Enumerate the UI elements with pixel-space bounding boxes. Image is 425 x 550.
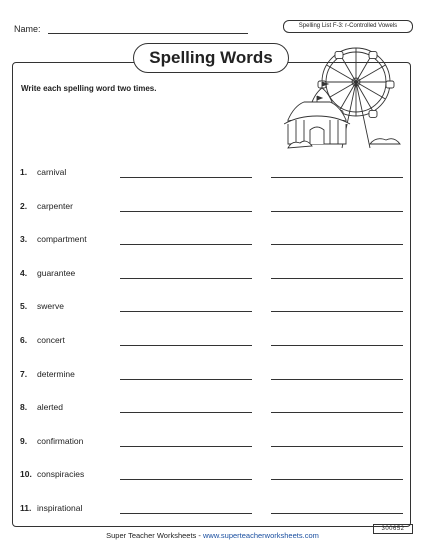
- word-row: [20, 301, 405, 313]
- write-line-second[interactable]: [271, 513, 403, 514]
- write-line-first[interactable]: [120, 479, 252, 480]
- footer-brand: Super Teacher Worksheets: [106, 531, 197, 540]
- name-input-line[interactable]: [48, 33, 248, 34]
- write-line-second[interactable]: [271, 479, 403, 480]
- spelling-word: alerted: [37, 402, 63, 413]
- ferris-wheel-circus-tent-icon: [284, 36, 414, 156]
- write-line-second[interactable]: [271, 446, 403, 447]
- word-number: 10.: [20, 469, 32, 480]
- word-row: [20, 234, 405, 246]
- spelling-word: confirmation: [37, 435, 84, 446]
- spelling-word: conspiracies: [37, 469, 85, 480]
- write-line-second[interactable]: [271, 278, 403, 279]
- spelling-word: guarantee: [37, 267, 76, 278]
- word-row: [20, 469, 405, 481]
- word-number: 2.: [20, 200, 28, 211]
- spelling-word: concert: [37, 335, 65, 345]
- write-line-first[interactable]: [120, 278, 252, 279]
- write-line-second[interactable]: [271, 311, 403, 312]
- write-line-first[interactable]: [120, 412, 252, 413]
- word-row: [20, 268, 405, 280]
- page-title: Spelling Words: [133, 43, 289, 73]
- spelling-word: swerve: [37, 301, 64, 312]
- word-row: [20, 369, 405, 381]
- write-line-second[interactable]: [271, 379, 403, 380]
- write-line-first[interactable]: [120, 379, 252, 380]
- write-line-second[interactable]: [271, 345, 403, 346]
- word-number: 7.: [20, 368, 28, 379]
- word-number: 4.: [20, 267, 28, 278]
- word-number: 1.: [20, 167, 28, 177]
- word-number: 5.: [20, 301, 28, 312]
- spelling-word: inspirational: [37, 503, 83, 513]
- footer-url-link[interactable]: www.superteacherworksheets.com: [202, 531, 319, 540]
- word-row: [20, 335, 405, 347]
- write-line-first[interactable]: [120, 211, 252, 212]
- word-row: [20, 402, 405, 414]
- write-line-second[interactable]: [271, 412, 403, 413]
- word-number: 8.: [20, 402, 28, 413]
- word-row: [20, 167, 405, 179]
- footer: [0, 531, 425, 540]
- spelling-word: determine: [37, 368, 75, 379]
- word-row: [20, 436, 405, 448]
- word-row: [20, 201, 405, 213]
- word-number: 3.: [20, 234, 28, 245]
- worksheet-code: 300652: [373, 524, 413, 534]
- write-line-first[interactable]: [120, 446, 252, 447]
- name-label: Name:: [14, 24, 41, 34]
- write-line-first[interactable]: [120, 345, 252, 346]
- spelling-word: carnival: [37, 167, 67, 177]
- footer-separator: -: [196, 531, 203, 540]
- spelling-word: compartment: [37, 234, 87, 245]
- spelling-word: carpenter: [37, 200, 73, 211]
- write-line-first[interactable]: [120, 244, 252, 245]
- write-line-first[interactable]: [120, 513, 252, 514]
- word-number: 6.: [20, 335, 28, 345]
- write-line-first[interactable]: [120, 177, 252, 178]
- write-line-second[interactable]: [271, 211, 403, 212]
- spelling-list-tag: Spelling List F-3: r-Controlled Vowels: [283, 20, 413, 33]
- write-line-first[interactable]: [120, 311, 252, 312]
- instructions: Write each spelling word two times.: [21, 84, 157, 93]
- word-number: 9.: [20, 435, 28, 446]
- write-line-second[interactable]: [271, 177, 403, 178]
- word-number: 11.: [20, 503, 32, 513]
- write-line-second[interactable]: [271, 244, 403, 245]
- word-row: [20, 503, 405, 515]
